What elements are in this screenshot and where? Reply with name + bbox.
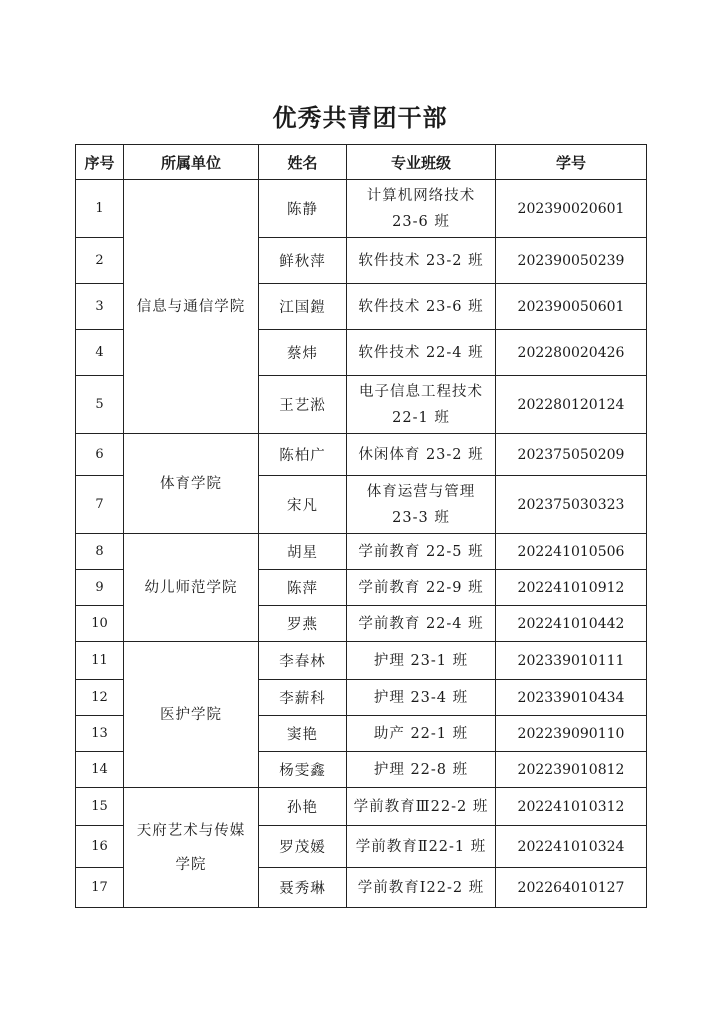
student-name: 杨雯鑫 <box>259 752 347 788</box>
student-id: 202339010434 <box>496 680 647 716</box>
major-class: 计算机网络技术 23-6 班 <box>347 180 496 238</box>
row-number: 4 <box>76 330 124 376</box>
student-id: 202239010812 <box>496 752 647 788</box>
major-class: 学前教育 22-5 班 <box>347 534 496 570</box>
major-class: 学前教育Ⅰ22-2 班 <box>347 868 496 908</box>
header-major: 专业班级 <box>347 145 496 180</box>
table-header-row <box>76 145 647 180</box>
row-number: 13 <box>76 716 124 752</box>
row-number: 17 <box>76 868 124 908</box>
row-number: 10 <box>76 606 124 642</box>
major-class: 学前教育Ⅱ22-1 班 <box>347 826 496 868</box>
table-row <box>76 434 647 476</box>
major-class: 学前教育Ⅲ22-2 班 <box>347 788 496 826</box>
major-class: 学前教育 22-9 班 <box>347 570 496 606</box>
student-id: 202241010912 <box>496 570 647 606</box>
major-class: 护理 23-1 班 <box>347 642 496 680</box>
student-id: 202241010324 <box>496 826 647 868</box>
student-id: 202375050209 <box>496 434 647 476</box>
major-class: 休闲体育 23-2 班 <box>347 434 496 476</box>
major-class: 学前教育 22-4 班 <box>347 606 496 642</box>
student-id: 202390050601 <box>496 284 647 330</box>
student-name: 宋凡 <box>259 476 347 534</box>
row-number: 1 <box>76 180 124 238</box>
table-row <box>76 788 647 826</box>
student-name: 罗燕 <box>259 606 347 642</box>
student-name: 陈静 <box>259 180 347 238</box>
student-name: 陈萍 <box>259 570 347 606</box>
major-class: 软件技术 23-6 班 <box>347 284 496 330</box>
student-id: 202239090110 <box>496 716 647 752</box>
unit-cell: 幼儿师范学院 <box>124 534 259 642</box>
row-number: 6 <box>76 434 124 476</box>
row-number: 5 <box>76 376 124 434</box>
student-id: 202241010312 <box>496 788 647 826</box>
student-id: 202390050239 <box>496 238 647 284</box>
major-class: 体育运营与管理 23-3 班 <box>347 476 496 534</box>
header-student-id: 学号 <box>496 145 647 180</box>
major-class: 助产 22-1 班 <box>347 716 496 752</box>
page-title: 优秀共青团干部 <box>272 104 448 132</box>
student-name: 罗茂媛 <box>259 826 347 868</box>
student-name: 胡星 <box>259 534 347 570</box>
table-body <box>76 180 647 908</box>
row-number: 7 <box>76 476 124 534</box>
major-class: 软件技术 22-4 班 <box>347 330 496 376</box>
table-row <box>76 534 647 570</box>
header-name: 姓名 <box>259 145 347 180</box>
row-number: 14 <box>76 752 124 788</box>
student-name: 窦艳 <box>259 716 347 752</box>
header-unit: 所属单位 <box>124 145 259 180</box>
unit-cell: 信息与通信学院 <box>124 180 259 434</box>
unit-cell: 医护学院 <box>124 642 259 788</box>
student-name: 王艺淞 <box>259 376 347 434</box>
student-name: 李薪科 <box>259 680 347 716</box>
student-name: 李春林 <box>259 642 347 680</box>
header-no: 序号 <box>76 145 124 180</box>
table-row <box>76 180 647 238</box>
row-number: 3 <box>76 284 124 330</box>
row-number: 9 <box>76 570 124 606</box>
major-class: 护理 23-4 班 <box>347 680 496 716</box>
major-class: 护理 22-8 班 <box>347 752 496 788</box>
major-class: 软件技术 23-2 班 <box>347 238 496 284</box>
row-number: 16 <box>76 826 124 868</box>
student-name: 聂秀琳 <box>259 868 347 908</box>
cadre-table <box>75 144 647 908</box>
student-id: 202390020601 <box>496 180 647 238</box>
student-id: 202280020426 <box>496 330 647 376</box>
row-number: 11 <box>76 642 124 680</box>
student-id: 202241010506 <box>496 534 647 570</box>
table-row <box>76 642 647 680</box>
student-name: 孙艳 <box>259 788 347 826</box>
student-id: 202241010442 <box>496 606 647 642</box>
student-id: 202339010111 <box>496 642 647 680</box>
student-name: 鲜秋萍 <box>259 238 347 284</box>
row-number: 8 <box>76 534 124 570</box>
unit-cell: 体育学院 <box>124 434 259 534</box>
student-name: 江国鎧 <box>259 284 347 330</box>
student-name: 陈柏广 <box>259 434 347 476</box>
row-number: 12 <box>76 680 124 716</box>
major-class: 电子信息工程技术 22-1 班 <box>347 376 496 434</box>
row-number: 2 <box>76 238 124 284</box>
student-id: 202375030323 <box>496 476 647 534</box>
row-number: 15 <box>76 788 124 826</box>
student-id: 202280120124 <box>496 376 647 434</box>
student-name: 蔡炜 <box>259 330 347 376</box>
unit-cell: 天府艺术与传媒 学院 <box>124 788 259 908</box>
student-id: 202264010127 <box>496 868 647 908</box>
